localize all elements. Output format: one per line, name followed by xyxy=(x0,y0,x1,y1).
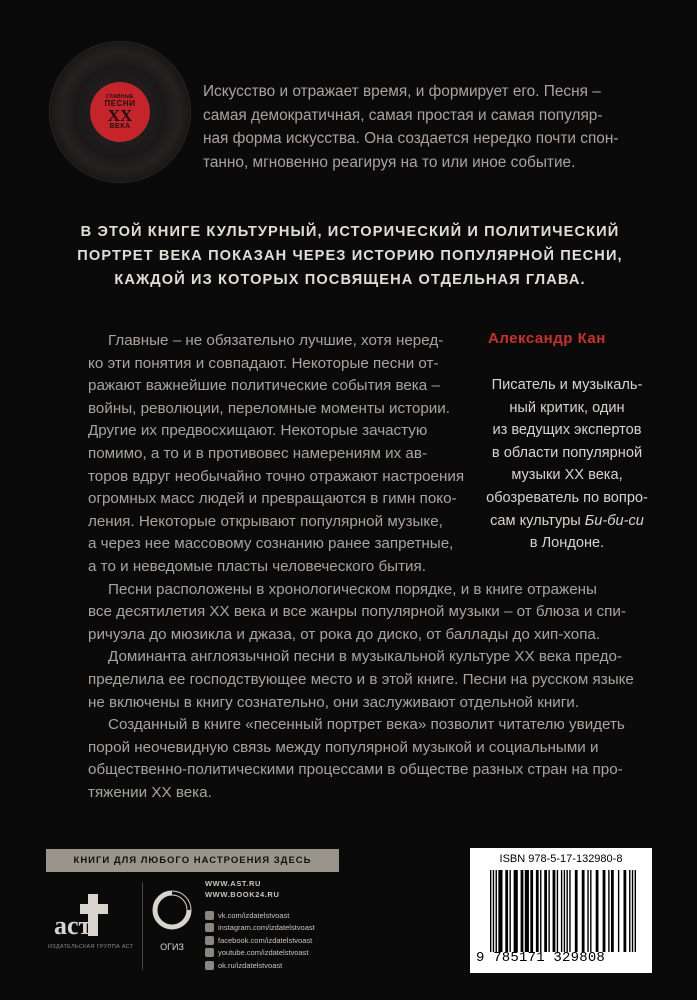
ogiz-logo xyxy=(150,888,194,960)
barcode-bar xyxy=(596,870,599,952)
barcode-bar xyxy=(618,870,619,952)
social-link-youtube[interactable] xyxy=(205,947,315,960)
paragraph-3 xyxy=(88,646,643,714)
bio-line-part: сам культуры xyxy=(490,512,581,529)
barcode-bar xyxy=(566,870,567,952)
paragraph-4 xyxy=(88,714,643,804)
bio-line: ный критик, один xyxy=(509,399,625,416)
body-line: не включены в книгу сознательно, они заслуживают отдельной книги. xyxy=(88,693,579,711)
logo-line-4: ВЕКА xyxy=(109,122,131,130)
publisher-name: ИЗДАТЕЛЬСКАЯ ГРУППА АСТ xyxy=(48,944,134,950)
barcode-bar xyxy=(514,870,518,952)
author-bio xyxy=(478,374,656,555)
barcode-bar xyxy=(561,870,562,952)
bio-line: в Лондоне. xyxy=(529,535,605,552)
slogan-banner: КНИГИ ДЛЯ ЛЮБОГО НАСТРОЕНИЯ ЗДЕСЬ xyxy=(46,849,339,872)
headline-line: В ЭТОЙ КНИГЕ КУЛЬТУРНЫЙ, ИСТОРИЧЕСКИЙ И ПОЛИТИЧЕСКИЙ xyxy=(80,224,620,240)
web-link-book24[interactable]: WWW.BOOK24.RU xyxy=(205,890,280,899)
barcode-bar xyxy=(629,870,630,952)
body-line: Доминанта англоязычной песни в музыкальной культуре XX века предо- xyxy=(108,648,622,666)
social-link-vk[interactable] xyxy=(205,909,315,922)
barcode-bar xyxy=(548,870,549,952)
ean-number: 9 785171 329808 xyxy=(476,950,606,966)
barcode-bar xyxy=(498,870,502,952)
ok-icon xyxy=(205,961,214,970)
body-line: войны, революции, переломные моменты истории. xyxy=(88,399,450,417)
body-line: а то и неведомые пласты человеческого бытия. xyxy=(88,557,426,575)
body-line: общественно-политическими процессами в обществе разных стран на про- xyxy=(88,761,623,779)
bio-line: Писатель и музыкаль- xyxy=(491,377,643,393)
body-line: ричуэла до мюзикла и джаза, от рока до диско, от баллады до хип-хопа. xyxy=(88,625,601,643)
social-link-text: youtube.com/izdatelstvoast xyxy=(218,948,309,958)
barcode-bar xyxy=(536,870,539,952)
barcode-bar xyxy=(623,870,626,952)
bio-bbc: Би-би-си xyxy=(584,512,644,529)
body-line: Песни расположены в хронологическом порядке, и в книге отражены xyxy=(108,580,597,598)
barcode-bar xyxy=(603,870,606,952)
social-link-facebook[interactable] xyxy=(205,934,315,947)
ast-logo-text: аст xyxy=(54,911,92,940)
barcode-bar xyxy=(608,870,609,952)
barcode-bar xyxy=(564,870,565,952)
bio-line: в области популярной xyxy=(491,444,643,461)
ogiz-text: ОГИЗ xyxy=(160,942,184,952)
body-line: тяжении XX века. xyxy=(88,783,212,801)
barcode-bar xyxy=(493,870,494,952)
headline xyxy=(40,220,660,292)
barcode-bar xyxy=(557,870,558,952)
footer-divider xyxy=(142,882,143,970)
vinyl-record-logo xyxy=(50,42,190,182)
barcode-bar xyxy=(575,870,578,952)
intro-paragraph xyxy=(203,80,658,174)
social-link-ok[interactable] xyxy=(205,959,315,972)
barcode-bars xyxy=(488,870,638,952)
body-line: торов вдруг необычайно точно отражают настроения xyxy=(88,467,465,485)
body-line: Другие их предвосхищают. Некоторые зачастую xyxy=(88,422,428,440)
paragraph-2 xyxy=(88,579,643,647)
body-line: огромных масс людей и превращаются в гимн поко- xyxy=(88,490,457,508)
isbn-number: ISBN 978-5-17-132980-8 xyxy=(499,853,623,865)
barcode-bar xyxy=(540,870,541,952)
vk-icon xyxy=(205,911,214,920)
barcode-box xyxy=(470,848,652,973)
barcode-bar xyxy=(569,870,570,952)
instagram-icon xyxy=(205,923,214,932)
publisher-links xyxy=(205,878,315,972)
web-link-ast[interactable]: WWW.AST.RU xyxy=(205,879,261,888)
barcode-bar xyxy=(509,870,510,952)
body-line: ления. Некоторые открывают популярной музыке, xyxy=(88,512,443,530)
body-line: все десятилетия XX века и все жанры популярной музыки – от блюза и спи- xyxy=(88,603,626,621)
bio-line: обозреватель по вопро- xyxy=(486,489,648,506)
barcode-bar xyxy=(582,870,585,952)
barcode-bar xyxy=(544,870,547,952)
facebook-icon xyxy=(205,936,214,945)
body-line: Созданный в книге «песенный портрет века» позволит читателю увидеть xyxy=(108,716,625,734)
ast-logo xyxy=(52,890,122,940)
body-line: а через нее массовому сознанию ранее запретные, xyxy=(88,535,454,553)
logo-line-3: XX xyxy=(107,105,133,125)
body-line: ражают важнейшие политические события века – xyxy=(88,377,440,395)
record-label xyxy=(90,82,150,142)
bio-line: музыки XX века, xyxy=(511,467,623,484)
social-link-text: instagram.com/izdatelstvoast xyxy=(218,923,315,933)
intro-line: ная форма искусства. Она создается нередко почти спон- xyxy=(203,130,619,147)
body-line: Главные – не обязательно лучшие, хотя неред- xyxy=(108,332,444,349)
headline-line: КАЖДОЙ ИЗ КОТОРЫХ ПОСВЯЩЕНА ОТДЕЛЬНАЯ ГЛАВА. xyxy=(114,272,586,288)
body-line: помимо, а то и в противовес намерениям их ав- xyxy=(88,444,427,462)
barcode-bar xyxy=(611,870,614,952)
intro-line: танно, мгновенно реагируя на то или иное событие. xyxy=(203,153,576,171)
intro-line: Искусство и отражает время, и формирует его. Песня – xyxy=(203,83,601,100)
social-link-text: ok.ru/izdatelstvoast xyxy=(218,960,283,970)
barcode-bar xyxy=(590,870,591,952)
body-line: порой неочевидную связь между популярной музыкой и социальными и xyxy=(88,738,599,756)
body-line: ко эти понятия и совпадают. Некоторые песни от- xyxy=(88,354,439,372)
barcode-bar xyxy=(521,870,524,952)
social-link-instagram[interactable] xyxy=(205,922,315,935)
bio-line: из ведущих экспертов xyxy=(492,422,642,439)
headline-line: ПОРТРЕТ ВЕКА ПОКАЗАН ЧЕРЕЗ ИСТОРИЮ ПОПУЛЯРНОЙ ПЕСНИ, xyxy=(77,248,623,264)
barcode-bar xyxy=(490,870,491,952)
barcode-bar xyxy=(587,870,588,952)
logo-line-2: ПЕСНИ xyxy=(104,98,136,108)
social-link-text: facebook.com/izdatelstvoast xyxy=(218,935,313,945)
intro-line: самая демократичная, самая простая и самая популяр- xyxy=(203,106,603,124)
barcode-bar xyxy=(530,870,533,952)
bio-line xyxy=(478,510,656,533)
barcode-bar xyxy=(553,870,556,952)
barcode-bar xyxy=(632,870,633,952)
barcode-bar xyxy=(635,870,636,952)
youtube-icon xyxy=(205,948,214,957)
barcode-bar xyxy=(505,870,508,952)
social-link-text: vk.com/izdatelstvoast xyxy=(218,910,290,920)
barcode-bar xyxy=(496,870,497,952)
barcode-bar xyxy=(525,870,529,952)
body-line: пределила ее господствующее место и в этой книге. Песни на русском языке xyxy=(88,670,634,688)
author-name: Александр Кан xyxy=(488,330,606,347)
logo-line-1: ГЛАВНЫЕ xyxy=(106,93,134,100)
